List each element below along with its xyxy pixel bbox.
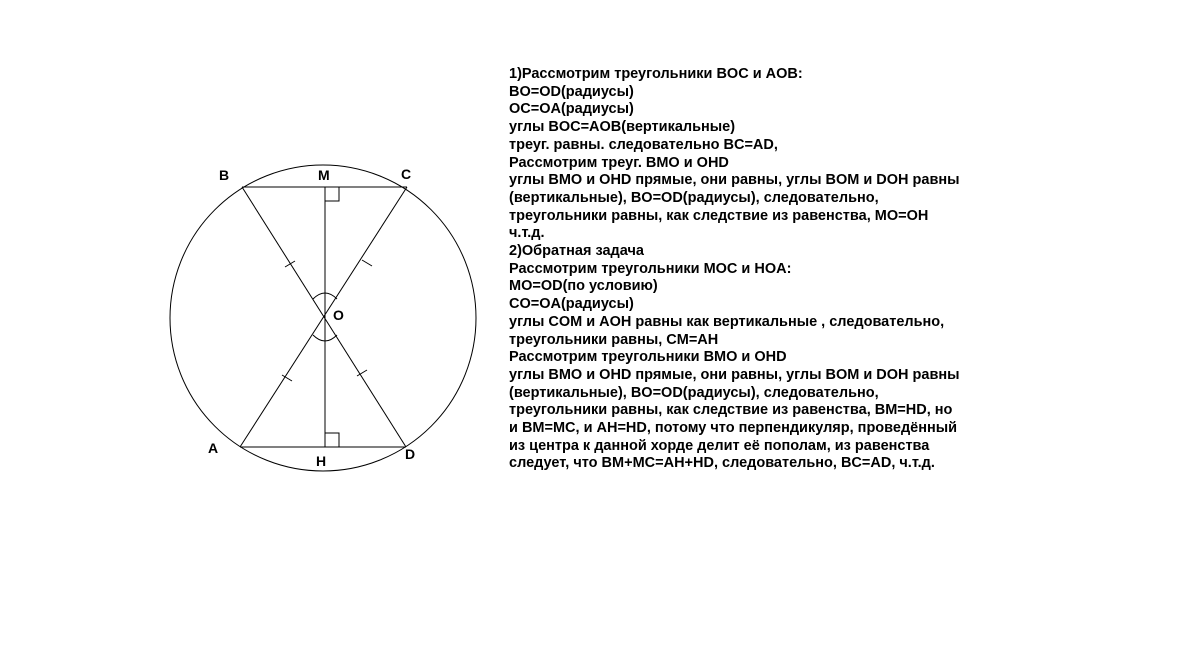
tick-mark-bo [285, 261, 295, 267]
label-c: C [401, 166, 412, 182]
solution-line: Рассмотрим треугольники BMO и OHD [509, 349, 787, 366]
solution-line: MO=OD(по условию) [509, 278, 658, 295]
label-d: D [405, 446, 416, 462]
label-a: A [208, 440, 219, 456]
solution-line: треугольники равны, CM=AH [509, 331, 719, 348]
solution-line: углы BOC=AOB(вертикальные) [509, 119, 736, 136]
label-h: H [316, 453, 327, 469]
label-m: M [318, 167, 330, 183]
solution-line: 1)Рассмотрим треугольники BOC и AOB: [509, 66, 803, 82]
label-b: B [219, 167, 230, 183]
label-o: O [333, 307, 344, 323]
solution-line: Рассмотрим треугольники MOC и HOA: [509, 260, 792, 277]
solution-line: (вертикальные), BO=OD(радиусы), следовательно, [509, 189, 879, 206]
solution-line: Рассмотрим треуг. BMO и OHD [509, 154, 729, 171]
solution-line: углы COM и AOH равны как вертикальные , следовательно, [509, 313, 945, 330]
solution-line: треугольники равны, как следствие из равенства, MO=OH [509, 207, 929, 224]
tick-mark-oc [362, 260, 372, 266]
solution-line: CO=OA(радиусы) [509, 296, 634, 313]
solution-line: OC=OA(радиусы) [509, 101, 634, 118]
solution-line: следует, что BM+MC=AH+HD, следовательно, BC=AD, ч.т.д. [509, 455, 935, 472]
solution-line: 2)Обратная задача [509, 243, 644, 260]
solution-line: треугольники равны, как следствие из равенства, BM=HD, но [509, 402, 953, 419]
solution-line: (вертикальные), BO=OD(радиусы), следовательно, [509, 384, 879, 401]
solution-line: треуг. равны. следовательно BC=AD, [509, 136, 778, 153]
solution-line: ч.т.д. [509, 225, 545, 242]
geometry-figure [0, 0, 500, 661]
solution-line: BO=OD(радиусы) [509, 83, 634, 100]
solution-line: углы BMO и OHD прямые, они равны, углы BOM и DOH равны [509, 366, 960, 383]
solution-text [509, 66, 1199, 473]
right-angle-mark-m [325, 187, 339, 201]
solution-line: из центра к данной хорде делит её пополам, из равенства [509, 437, 930, 454]
solution-line: углы BMO и OHD прямые, они равны, углы BOM и DOH равны [509, 172, 960, 189]
right-angle-mark-h [325, 433, 339, 447]
solution-line: и BM=MC, и AH=HD, потому что перпендикуляр, проведённый [509, 420, 958, 437]
